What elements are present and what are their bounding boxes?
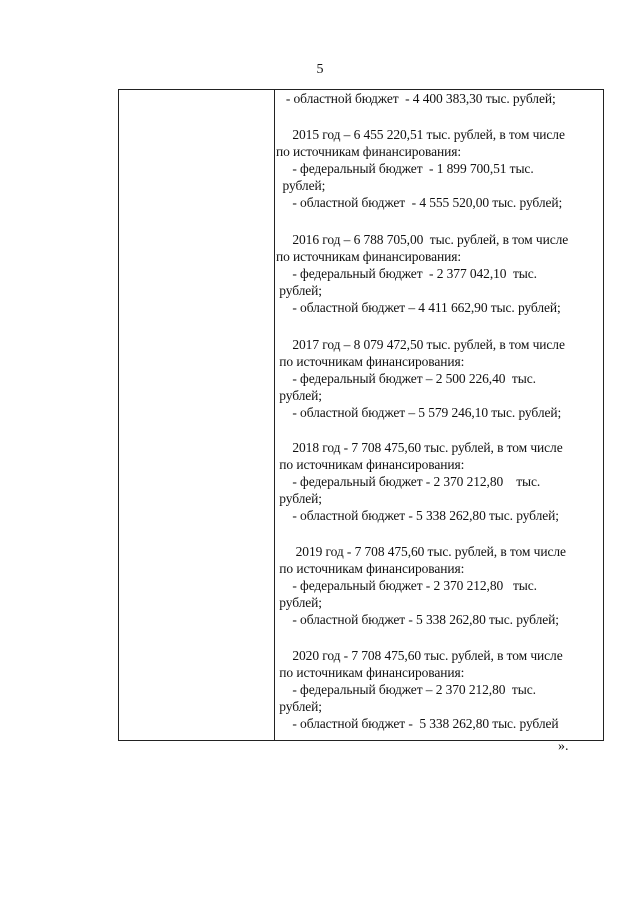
text-line: 2019 год - 7 708 475,60 тыс. рублей, в том числе [276,544,566,559]
text-line: рублей; [276,595,322,610]
text-line: рублей; [276,491,322,506]
text-line: 2016 год – 6 788 705,00 тыс. рублей, в том числе [276,232,569,247]
text-line: - федеральный бюджет – 2 500 226,40 тыс. [276,371,536,386]
text-line: 2018 год - 7 708 475,60 тыс. рублей, в том числе [276,440,563,455]
text-line: по источникам финансирования: [276,354,465,369]
text-line: - областной бюджет – 5 579 246,10 тыс. рублей; [276,405,562,420]
text-line: - федеральный бюджет - 2 377 042,10 тыс. [276,266,537,281]
text-line: рублей; [276,178,326,193]
text-line: - федеральный бюджет – 2 370 212,80 тыс. [276,682,536,697]
text-line: - федеральный бюджет - 2 370 212,80 тыс. [276,578,537,593]
text-line: 2020 год - 7 708 475,60 тыс. рублей, в том числе [276,648,563,663]
text-line: - федеральный бюджет - 1 899 700,51 тыс. [276,161,534,176]
text-line: - областной бюджет - 5 338 262,80 тыс. рублей [276,716,559,731]
text-line: - областной бюджет - 4 400 383,30 тыс. рублей; [276,91,556,106]
text-line: - областной бюджет – 4 411 662,90 тыс. рублей; [276,300,561,315]
text-line: рублей; [276,699,322,714]
text-line: 2015 год – 6 455 220,51 тыс. рублей, в том числе [276,127,565,142]
closing-quote: ». [558,739,569,754]
text-line: по источникам финансирования: [276,144,462,159]
text-line: по источникам финансирования: [276,665,465,680]
column-divider [274,89,275,741]
text-line: по источникам финансирования: [276,249,462,264]
text-line: - федеральный бюджет - 2 370 212,80 тыс. [276,474,541,489]
text-line: рублей; [276,388,322,403]
text-line: - областной бюджет - 4 555 520,00 тыс. рублей; [276,195,563,210]
text-line: по источникам финансирования: [276,561,465,576]
text-line: рублей; [276,283,322,298]
page-number: 5 [316,62,324,77]
text-line: по источникам финансирования: [276,457,465,472]
text-line: - областной бюджет - 5 338 262,80 тыс. рублей; [276,612,559,627]
text-line: - областной бюджет - 5 338 262,80 тыс. рублей; [276,508,559,523]
text-line: 2017 год – 8 079 472,50 тыс. рублей, в том числе [276,337,565,352]
